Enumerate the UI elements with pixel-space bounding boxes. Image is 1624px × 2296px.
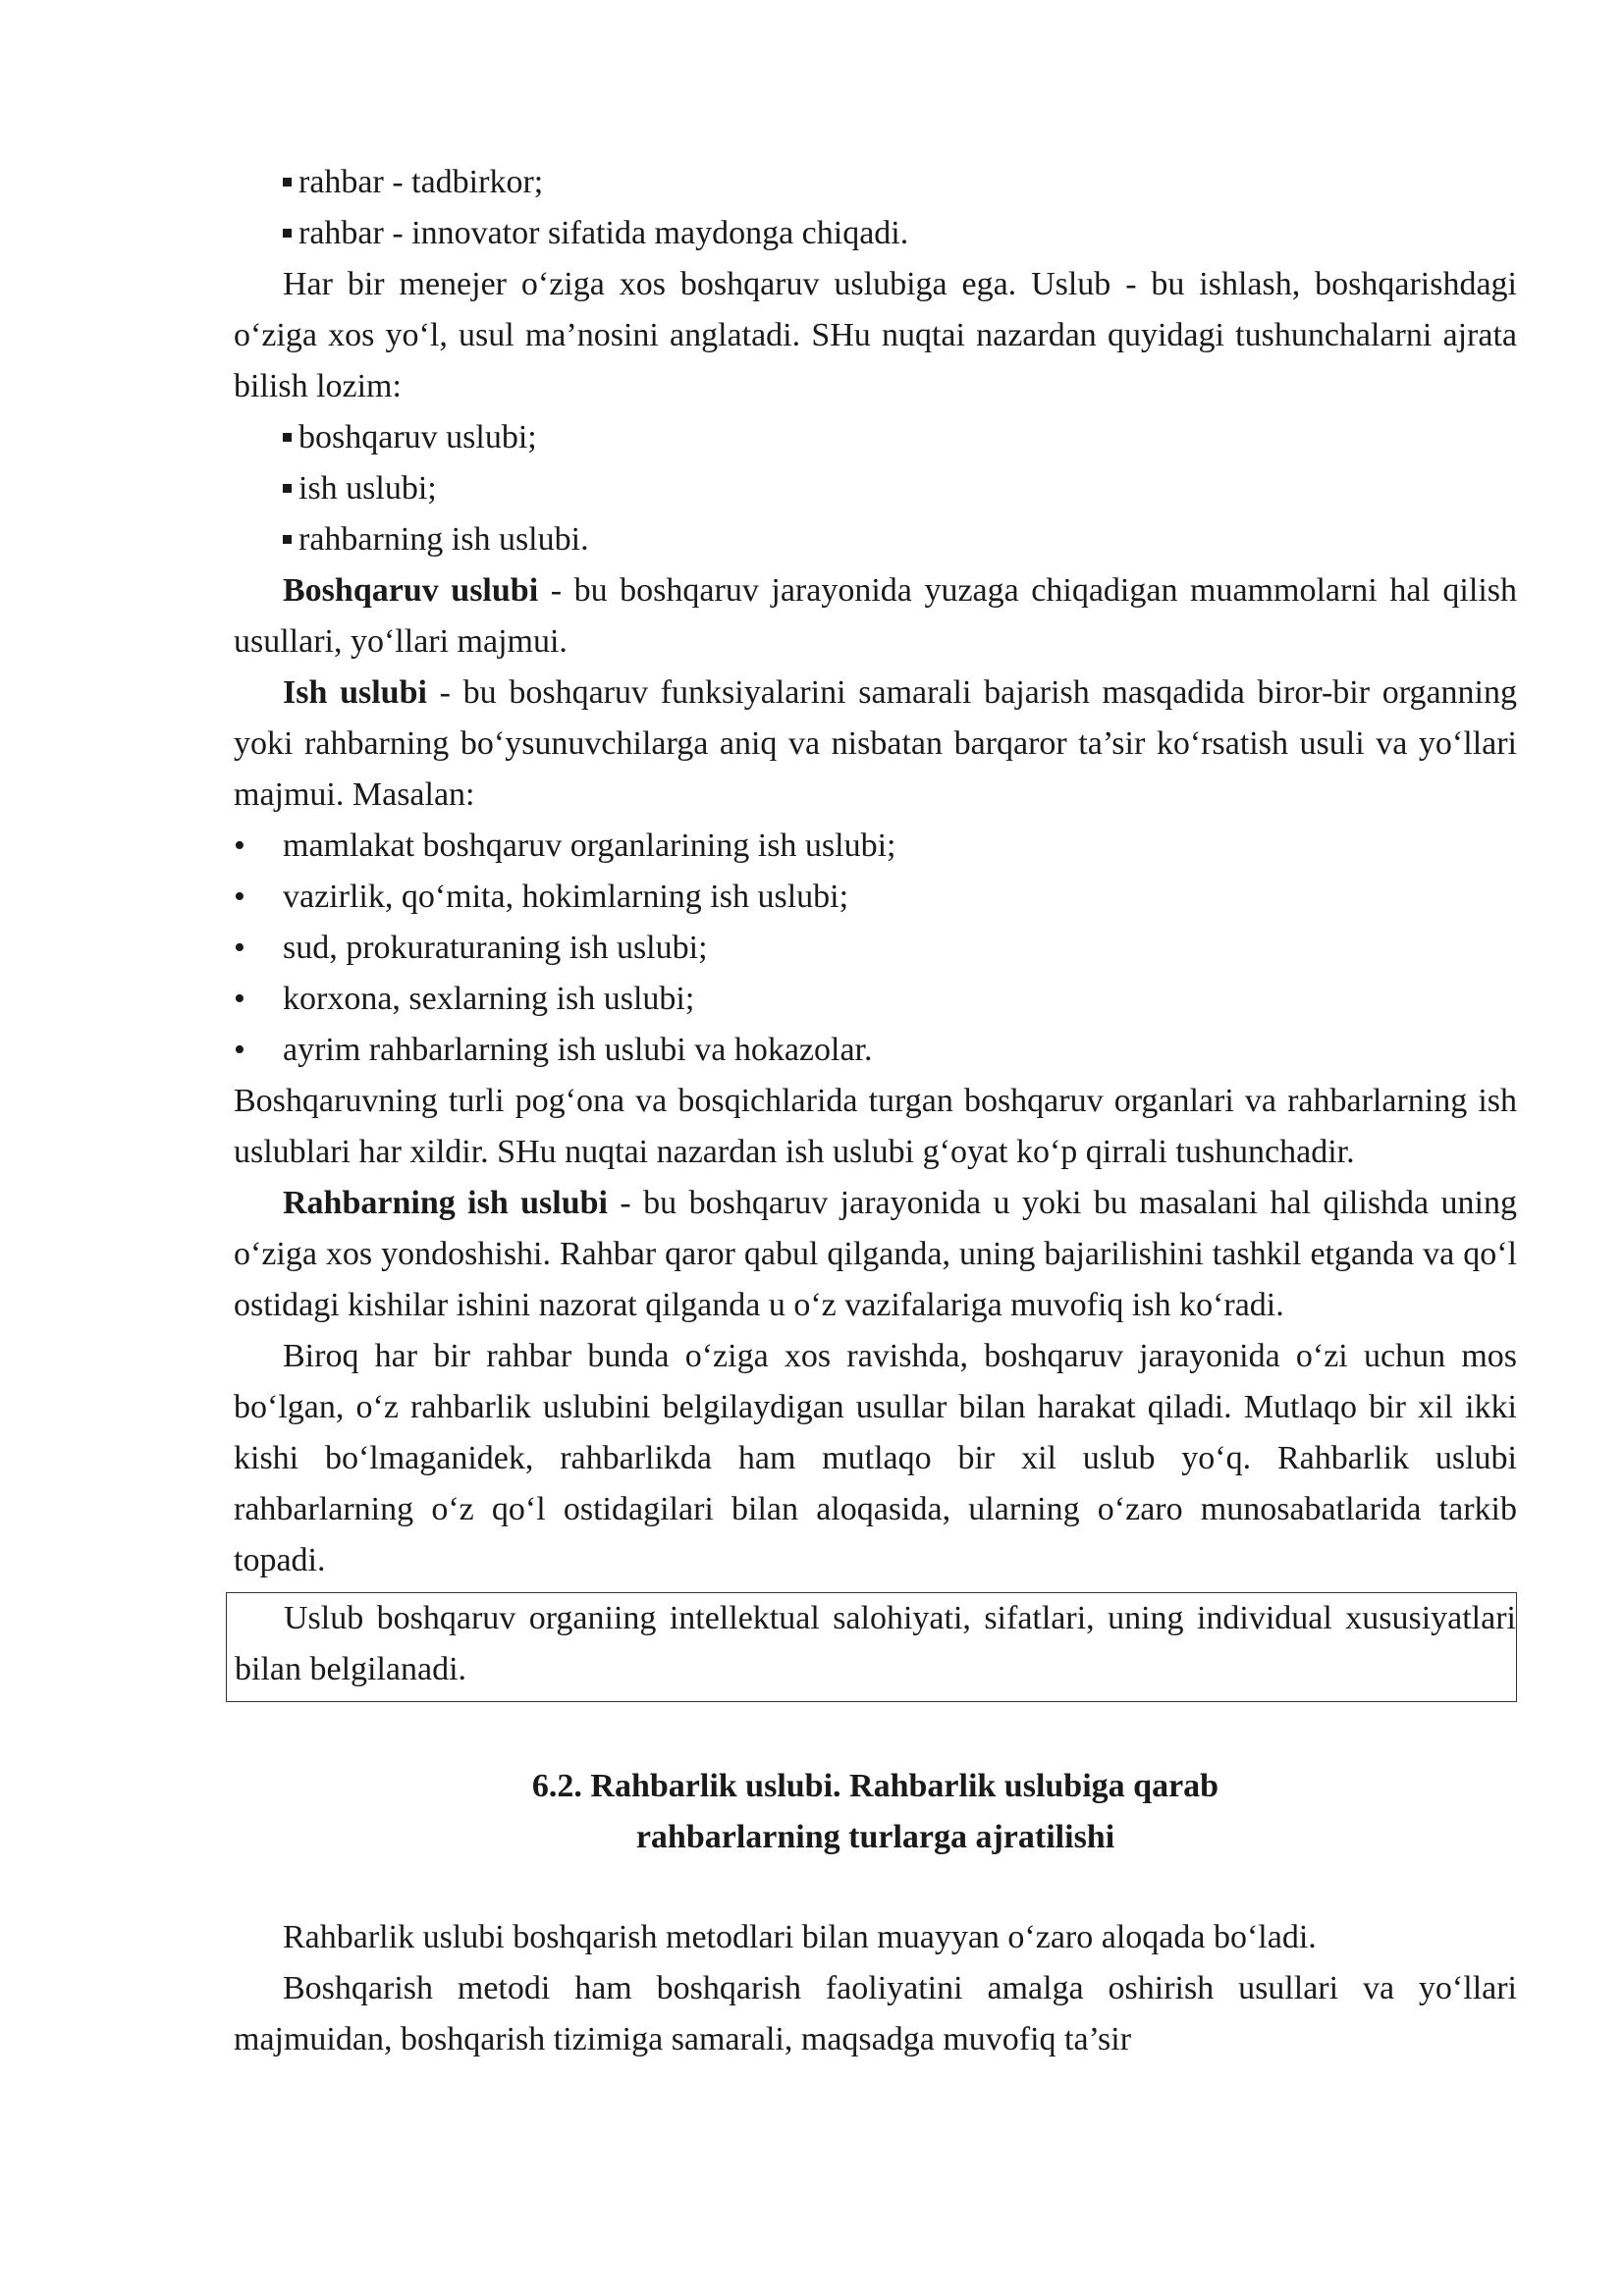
bullet-dot-icon: • xyxy=(234,828,245,864)
list-item: rahbar - tadbirkor; xyxy=(234,157,1517,208)
heading-line-2: rahbarlarning turlarga ajratilishi xyxy=(635,1819,1115,1855)
square-bullet-icon xyxy=(283,178,292,187)
paragraph: Rahbarlik uslubi boshqarish metodlari bilan muayyan o‘zaro aloqada bo‘ladi. xyxy=(283,1919,1317,1955)
definition-term: Rahbarning ish uslubi xyxy=(283,1185,609,1221)
document-page xyxy=(234,157,1517,2065)
bullet-dot-icon: • xyxy=(234,981,245,1017)
paragraph: Har bir menejer o‘ziga xos boshqaruv uslubiga ega. Uslub - bu ishlash, boshqarishdagi o‘ziga xos yo‘l, usul ma’nosini anglatadi. SHu nuqtai nazardan quyidagi tushunchalarni ajrata bilish lozim: xyxy=(234,266,1517,404)
definition-paragraph: Rahbarning ish uslubi - bu boshqaruv jarayonida u yoki bu masalani hal qilishda uning o‘ziga xos yondoshishi. Rahbar qaror qabul qilganda, uning bajarilishini tashkil etganda va qo‘l ostidagi kishilar ishini nazorat qilganda u o‘z vazifalariga muvofiq ish ko‘radi. xyxy=(234,1185,1518,1323)
list-item: • ayrim rahbarlarning ish uslubi va hokazolar. xyxy=(234,1025,1517,1076)
heading-line-1: 6.2. Rahbarlik uslubi. Rahbarlik uslubiga qarab xyxy=(531,1768,1219,1804)
paragraph: Biroq har bir rahbar bunda o‘ziga xos ravishda, boshqaruv jarayonida o‘zi uchun mos bo‘lgan, o‘z rahbarlik uslubini belgilaydigan usullar bilan harakat qiladi. Mutlaqo bir xil ikki kishi bo‘lmaganidek, rahbarlikda ham mutlaqo bir xil uslub yo‘q. Rahbarlik uslubi rahbarlarning o‘z qo‘l ostidagilari bilan aloqasida, ularning o‘zaro munosabatlarida tarkib topadi. xyxy=(234,1338,1517,1578)
list-item: ish uslubi; xyxy=(234,463,1517,514)
definition-term: Ish uslubi xyxy=(283,674,427,711)
bullet-dot-icon: • xyxy=(234,930,245,966)
definition-term: Boshqaruv uslubi xyxy=(283,572,539,609)
square-bullet-icon xyxy=(283,484,292,493)
list-item: • sud, prokuraturaning ish uslubi; xyxy=(234,923,1517,974)
square-bullet-icon xyxy=(283,433,292,442)
highlight-box xyxy=(226,1592,1517,1702)
list-item: rahbarning ish uslubi. xyxy=(234,514,1517,565)
list-item: • vazirlik, qo‘mita, hokimlarning ish uslubi; xyxy=(234,872,1517,923)
list-item: • korxona, sexlarning ish uslubi; xyxy=(234,974,1517,1025)
paragraph: Boshqarish metodi ham boshqarish faoliyatini amalga oshirish usullari va yo‘llari majmuidan, boshqarish tizimiga samarali, maqsadga muvofiq ta’sir xyxy=(234,1970,1517,2057)
definition-paragraph: Ish uslubi - bu boshqaruv funksiyalarini samarali bajarish masqadida biror-bir organning yoki rahbarning bo‘ysunuvchilarga aniq va nisbatan barqaror ta’sir ko‘rsatish usuli va yo‘llari majmui. Masalan: xyxy=(234,674,1517,813)
list-item: rahbar - innovator sifatida maydonga chiqadi. xyxy=(234,208,1517,259)
bullet-dot-icon: • xyxy=(234,879,245,915)
list-item: boshqaruv uslubi; xyxy=(234,412,1517,463)
boxed-text: Uslub boshqaruv organiing intellektual salohiyati, sifatlari, uning individual xususiyatlari bilan belgilanadi. xyxy=(235,1600,1516,1687)
definition-paragraph: Boshqaruv uslubi - bu boshqaruv jarayonida yuzaga chiqadigan muammolarni hal qilish usullari, yo‘llari majmui. xyxy=(234,572,1517,660)
square-bullet-icon xyxy=(283,535,292,544)
square-bullet-icon xyxy=(283,229,292,238)
section-heading xyxy=(234,1761,1517,1863)
paragraph: Boshqaruvning turli pog‘ona va bosqichlarida turgan boshqaruv organlari va rahbarlarning ish uslublari har xildir. SHu nuqtai nazardan ish uslubi g‘oyat ko‘p qirrali tushunchadir. xyxy=(234,1083,1517,1170)
list-item: • mamlakat boshqaruv organlarining ish uslubi; xyxy=(234,821,1517,872)
bullet-dot-icon: • xyxy=(234,1032,245,1068)
